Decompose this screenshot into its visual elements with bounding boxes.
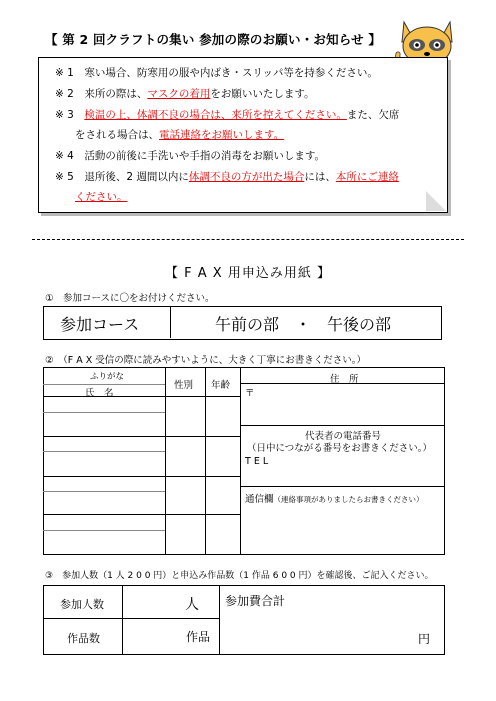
notice-page-curl bbox=[426, 191, 446, 211]
notice-item-5-line2: ください。 bbox=[75, 191, 128, 203]
comments-field[interactable] bbox=[241, 487, 444, 554]
participants-label: 参加人数 bbox=[60, 598, 104, 611]
works-unit: 作品 bbox=[186, 630, 211, 644]
notice-item-3: ※ 3 検温の上、体調不良の場合は、来所を控えてください。また、欠席 bbox=[55, 109, 400, 121]
participants-field[interactable] bbox=[123, 586, 183, 618]
fax-form-title: 【 F A X 用申込み用紙 】 bbox=[165, 266, 331, 281]
notice-item-5: ※ 5 退所後、2 週間以内に体調不良の方が出た場合には、本所にご連絡 bbox=[55, 171, 399, 183]
fee-total-label: 参加費合計 bbox=[225, 594, 286, 608]
fee-unit: 円 bbox=[418, 632, 431, 646]
col-address: 住 所 bbox=[330, 374, 359, 385]
participants-unit: 人 bbox=[185, 597, 199, 613]
works-field[interactable] bbox=[123, 619, 183, 654]
course-options[interactable]: 午前の部 ・ 午後の部 bbox=[215, 315, 392, 334]
course-box-divider bbox=[170, 306, 171, 338]
col-gender: 性別 bbox=[174, 380, 194, 391]
comm-label: 通信欄（連絡事項がありましたらお書きください） bbox=[245, 494, 424, 505]
course-label: 参加コース bbox=[60, 315, 140, 334]
section-3-instruction: ③ 参加人数（1 人 2 0 0 円）と申込み作品数（1 作品 6 0 0 円）を確認後、ご記入ください。 bbox=[45, 571, 434, 581]
notice-item-3-line2: をされる場合は、電話連絡をお願いします。 bbox=[75, 129, 285, 141]
rep-phone-note: （日中につながる番号をお書きください。） bbox=[247, 443, 433, 454]
postal-mark: 〒 bbox=[245, 388, 255, 399]
tel-label: T E L bbox=[245, 456, 269, 467]
section-1-instruction: ① 参加コースに〇をお付けください。 bbox=[45, 293, 215, 304]
phone-field[interactable] bbox=[241, 452, 444, 486]
col-furigana: ふりがな bbox=[90, 372, 125, 382]
address-field[interactable] bbox=[241, 384, 444, 425]
section-2-instruction: ② （F A X 受信の際に読みやすいように、大きく丁寧にお書きください。） bbox=[45, 355, 367, 366]
notice-title: 【 第 2 回クラフトの集い 参加の際のお願い・お知らせ 】 bbox=[45, 32, 382, 47]
col-name: 氏 名 bbox=[85, 388, 114, 399]
fee-total-field[interactable] bbox=[220, 608, 410, 654]
notice-item-2: ※ 2 来所の際は、マスクの着用をお願いいたします。 bbox=[55, 88, 315, 100]
col-age: 年齢 bbox=[211, 380, 231, 391]
rep-phone-label: 代表者の電話番号 bbox=[305, 431, 382, 442]
cut-line-divider bbox=[32, 239, 464, 240]
notice-item-4: ※ 4 活動の前後に手洗いや手指の消毒をお願いします。 bbox=[55, 150, 325, 162]
name-entry-area[interactable] bbox=[44, 397, 165, 554]
works-label: 作品数 bbox=[67, 632, 100, 645]
notice-item-1: ※ 1 寒い場合、防寒用の服や内ばき・スリッパ等を持参ください。 bbox=[55, 67, 378, 79]
gender-age-entry-area[interactable] bbox=[166, 397, 240, 554]
